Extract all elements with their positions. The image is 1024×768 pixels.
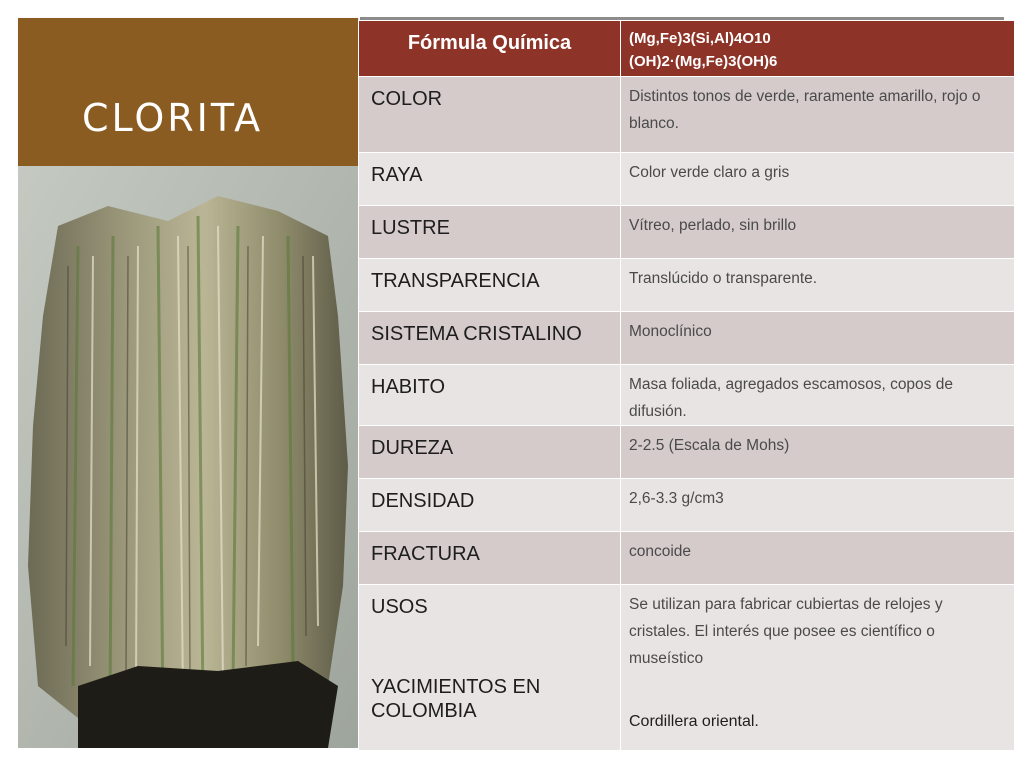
row-property: [359, 585, 621, 751]
row-value: concoide: [621, 532, 1015, 585]
table-row: [359, 532, 1015, 585]
table-row: [359, 479, 1015, 532]
table-row: [359, 312, 1015, 365]
table-row: [359, 259, 1015, 312]
table-row: [359, 365, 1015, 426]
row-property: RAYA: [359, 153, 621, 206]
row-property: DENSIDAD: [359, 479, 621, 532]
row-property: SISTEMA CRISTALINO: [359, 312, 621, 365]
row-value: 2,6-3.3 g/cm3: [621, 479, 1015, 532]
row-property: FRACTURA: [359, 532, 621, 585]
row-value: [621, 585, 1015, 751]
table-row: [359, 77, 1015, 153]
formula-line-1: (Mg,Fe)3(Si,Al)4O10: [629, 30, 771, 47]
row-property: LUSTRE: [359, 206, 621, 259]
mineral-photo-illustration: [18, 166, 358, 748]
row-value: Masa foliada, agregados escamosos, copos de difusión.: [621, 365, 1015, 426]
slide-title: CLORITA: [82, 96, 264, 140]
row-value: Distintos tonos de verde, raramente amarillo, rojo o blanco.: [621, 77, 1015, 153]
row-property: TRANSPARENCIA: [359, 259, 621, 312]
row-value: Vítreo, perlado, sin brillo: [621, 206, 1015, 259]
header-formula: [621, 21, 1015, 77]
row-property: DUREZA: [359, 426, 621, 479]
title-block: [18, 18, 358, 166]
formula-line-2: (OH)2·(Mg,Fe)3(OH)6: [629, 53, 778, 70]
table-row-usos-yacimientos: [359, 585, 1015, 751]
usos-label: USOS: [371, 596, 428, 618]
row-property: COLOR: [359, 77, 621, 153]
row-value: Monoclínico: [621, 312, 1015, 365]
header-property: Fórmula Química: [359, 21, 621, 77]
table-header-row: [359, 21, 1015, 77]
row-value: Translúcido o transparente.: [621, 259, 1015, 312]
yacimientos-value: Cordillera oriental.: [629, 713, 759, 730]
usos-value: Se utilizan para fabricar cubiertas de relojes y cristales. El interés que posee es científico o museístico: [629, 596, 943, 667]
table-row: [359, 153, 1015, 206]
row-property: HABITO: [359, 365, 621, 426]
table-row: [359, 426, 1015, 479]
table-row: [359, 206, 1015, 259]
row-value: Color verde claro a gris: [621, 153, 1015, 206]
yacimientos-label: YACIMIENTOS EN COLOMBIA: [371, 676, 541, 722]
mineral-photo: [18, 166, 358, 748]
properties-table: [358, 20, 1015, 751]
row-value: 2-2.5 (Escala de Mohs): [621, 426, 1015, 479]
